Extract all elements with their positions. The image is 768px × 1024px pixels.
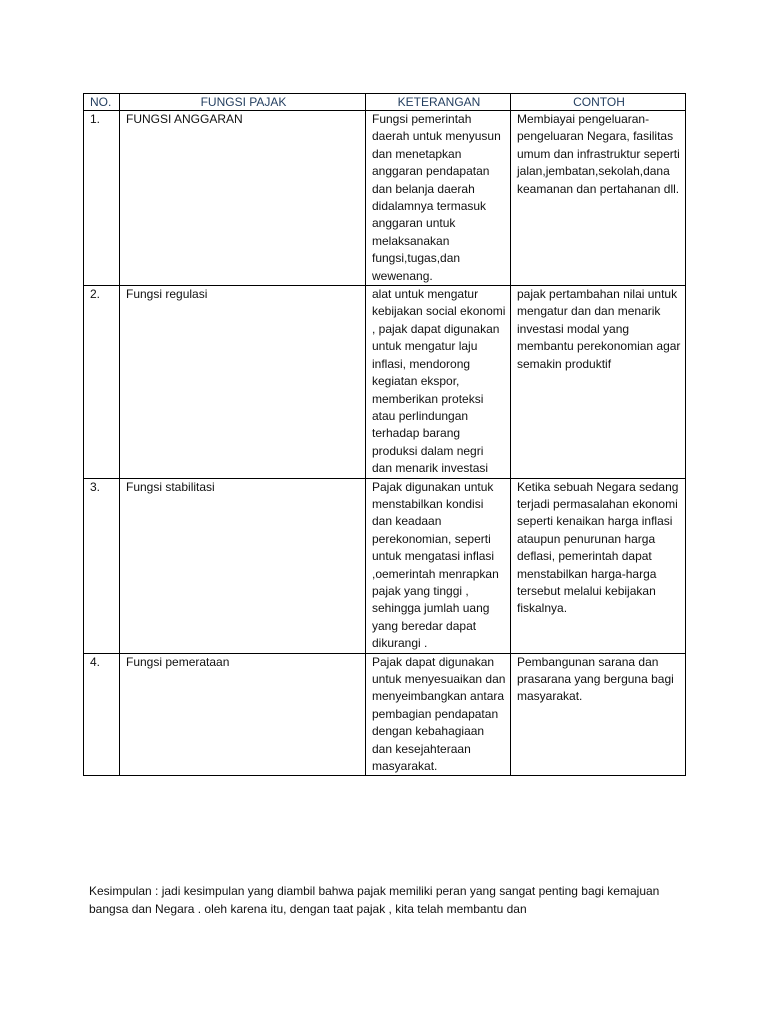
row-contoh: Membiayai pengeluaran-pengeluaran Negara, fasilitas umum dan infrastruktur seperti jalan,jembatan,sekolah,dana keamanan dan pertahanan dll. <box>511 111 686 286</box>
row-number: 2. <box>84 286 120 478</box>
header-keterangan: KETERANGAN <box>366 94 511 111</box>
row-contoh: Ketika sebuah Negara sedang terjadi permasalahan ekonomi seperti kenaikan harga inflasi ataupun penurunan harga deflasi, pemerintah dapat menstabilkan harga-harga tersebut melalui kebijakan fiskalnya. <box>511 478 686 653</box>
row-fungsi: Fungsi regulasi <box>120 286 366 478</box>
tax-function-table <box>83 93 686 776</box>
row-keterangan: alat untuk mengatur kebijakan social ekonomi , pajak dapat digunakan untuk mengatur laju inflasi, mendorong kegiatan ekspor, memberikan proteksi atau perlindungan terhadap barang produksi dalam negri dan menarik investasi <box>366 286 511 478</box>
row-contoh: Pembangunan sarana dan prasarana yang berguna bagi masyarakat. <box>511 653 686 776</box>
row-keterangan: Pajak dapat digunakan untuk menyesuaikan dan menyeimbangkan antara pembagian pendapatan dengan kebahagiaan dan kesejahteraan masyarakat. <box>366 653 511 776</box>
row-number: 3. <box>84 478 120 653</box>
table-header-row <box>84 94 686 111</box>
conclusion-paragraph: Kesimpulan : jadi kesimpulan yang diambil bahwa pajak memiliki peran yang sangat penting bagi kemajuan bangsa dan Negara . oleh karena itu, dengan taat pajak , kita telah membantu dan <box>89 884 660 916</box>
table-row <box>84 653 686 776</box>
row-contoh: pajak pertambahan nilai untuk mengatur dan dan menarik investasi modal yang membantu perekonomian agar semakin produktif <box>511 286 686 478</box>
header-contoh: CONTOH <box>511 94 686 111</box>
row-fungsi: Fungsi pemerataan <box>120 653 366 776</box>
row-fungsi: FUNGSI ANGGARAN <box>120 111 366 286</box>
row-number: 1. <box>84 111 120 286</box>
row-fungsi: Fungsi stabilitasi <box>120 478 366 653</box>
table-row <box>84 478 686 653</box>
header-no: NO. <box>84 94 120 111</box>
table-row <box>84 286 686 478</box>
table-row <box>84 111 686 286</box>
row-number: 4. <box>84 653 120 776</box>
header-fungsi-pajak: FUNGSI PAJAK <box>120 94 366 111</box>
row-keterangan: Pajak digunakan untuk menstabilkan kondisi dan keadaan perekonomian, seperti untuk mengatasi inflasi ,oemerintah menrapkan pajak yang tinggi , sehingga jumlah uang yang beredar dapat dikurangi . <box>366 478 511 653</box>
row-keterangan: Fungsi pemerintah daerah untuk menyusun dan menetapkan anggaran pendapatan dan belanja daerah didalamnya termasuk anggaran untuk melaksanakan fungsi,tugas,dan wewenang. <box>366 111 511 286</box>
